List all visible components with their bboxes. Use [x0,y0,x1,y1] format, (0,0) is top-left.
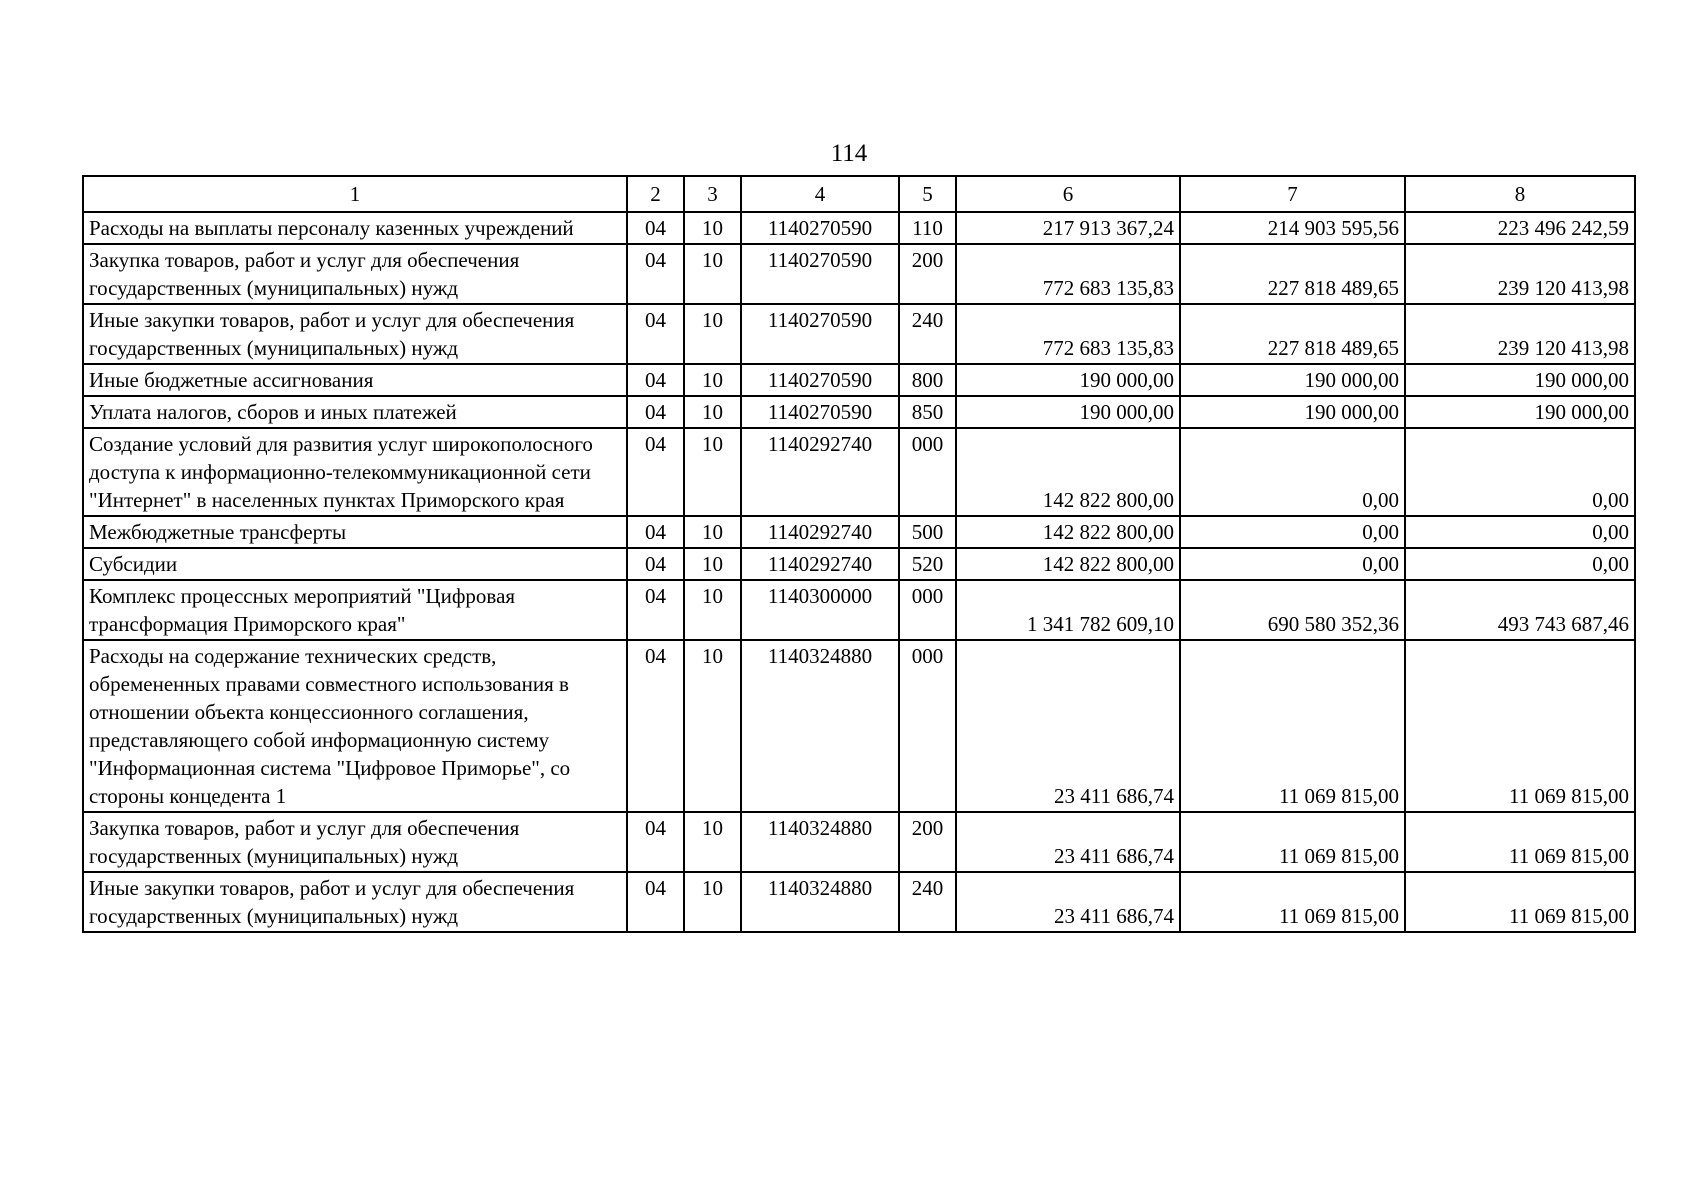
subsection-code: 10 [684,396,741,428]
amount-col-6: 217 913 367,24 [956,212,1180,244]
subsection-code: 10 [684,428,741,516]
target-article-code: 1140270590 [741,212,899,244]
amount-col-7: 11 069 815,00 [1180,872,1405,932]
table-row [83,304,1635,364]
table-body [83,212,1635,932]
expense-type-code: 850 [899,396,956,428]
target-article-code: 1140270590 [741,244,899,304]
section-code: 04 [627,812,684,872]
subsection-code: 10 [684,244,741,304]
amount-col-7: 0,00 [1180,516,1405,548]
amount-col-6: 190 000,00 [956,364,1180,396]
row-name: Закупка товаров, работ и услуг для обеспечения государственных (муниципальных) нужд [83,812,627,872]
subsection-code: 10 [684,812,741,872]
amount-col-8: 11 069 815,00 [1405,872,1635,932]
expense-type-code: 000 [899,428,956,516]
row-name: Создание условий для развития услуг широкополосного доступа к информационно-телекоммуникационной сети "Интернет" в населенных пунктах Приморского края [83,428,627,516]
amount-col-8: 239 120 413,98 [1405,244,1635,304]
row-name: Расходы на выплаты персоналу казенных учреждений [83,212,627,244]
subsection-code: 10 [684,872,741,932]
amount-col-7: 190 000,00 [1180,396,1405,428]
amount-col-6: 142 822 800,00 [956,428,1180,516]
subsection-code: 10 [684,640,741,812]
header-col-8: 8 [1405,176,1635,212]
row-name: Расходы на содержание технических средств, обремененных правами совместного использования в отношении объекта концессионного соглашения, представляющего собой информационную систему "Информационная система "Цифровое Приморье", со стороны концедента 1 [83,640,627,812]
table-row [83,580,1635,640]
target-article-code: 1140270590 [741,364,899,396]
subsection-code: 10 [684,304,741,364]
row-name: Закупка товаров, работ и услуг для обеспечения государственных (муниципальных) нужд [83,244,627,304]
amount-col-6: 190 000,00 [956,396,1180,428]
page-number: 114 [830,140,868,167]
budget-table [82,175,1636,933]
section-code: 04 [627,396,684,428]
amount-col-6: 772 683 135,83 [956,244,1180,304]
expense-type-code: 200 [899,812,956,872]
expense-type-code: 800 [899,364,956,396]
header-col-3: 3 [684,176,741,212]
section-code: 04 [627,428,684,516]
row-name: Иные закупки товаров, работ и услуг для обеспечения государственных (муниципальных) нужд [83,304,627,364]
header-col-1: 1 [83,176,627,212]
row-name: Уплата налогов, сборов и иных платежей [83,396,627,428]
subsection-code: 10 [684,516,741,548]
table-row [83,428,1635,516]
amount-col-7: 0,00 [1180,428,1405,516]
amount-col-8: 11 069 815,00 [1405,640,1635,812]
amount-col-8: 223 496 242,59 [1405,212,1635,244]
target-article-code: 1140324880 [741,640,899,812]
row-name: Иные закупки товаров, работ и услуг для обеспечения государственных (муниципальных) нужд [83,872,627,932]
table-row [83,640,1635,812]
table-row [83,244,1635,304]
table-row [83,812,1635,872]
amount-col-6: 23 411 686,74 [956,640,1180,812]
expense-type-code: 000 [899,640,956,812]
target-article-code: 1140300000 [741,580,899,640]
section-code: 04 [627,872,684,932]
row-name: Субсидии [83,548,627,580]
row-name: Межбюджетные трансферты [83,516,627,548]
target-article-code: 1140292740 [741,516,899,548]
table-row [83,548,1635,580]
expense-type-code: 110 [899,212,956,244]
section-code: 04 [627,244,684,304]
amount-col-8: 0,00 [1405,516,1635,548]
target-article-code: 1140324880 [741,812,899,872]
expense-type-code: 500 [899,516,956,548]
subsection-code: 10 [684,212,741,244]
row-name: Иные бюджетные ассигнования [83,364,627,396]
section-code: 04 [627,548,684,580]
header-col-6: 6 [956,176,1180,212]
amount-col-7: 190 000,00 [1180,364,1405,396]
amount-col-7: 690 580 352,36 [1180,580,1405,640]
amount-col-8: 190 000,00 [1405,364,1635,396]
amount-col-7: 227 818 489,65 [1180,244,1405,304]
amount-col-6: 1 341 782 609,10 [956,580,1180,640]
amount-col-8: 11 069 815,00 [1405,812,1635,872]
section-code: 04 [627,364,684,396]
amount-col-8: 190 000,00 [1405,396,1635,428]
target-article-code: 1140270590 [741,396,899,428]
section-code: 04 [627,304,684,364]
amount-col-8: 0,00 [1405,428,1635,516]
amount-col-6: 23 411 686,74 [956,872,1180,932]
amount-col-7: 11 069 815,00 [1180,640,1405,812]
expense-type-code: 200 [899,244,956,304]
subsection-code: 10 [684,580,741,640]
header-col-2: 2 [627,176,684,212]
target-article-code: 1140292740 [741,428,899,516]
amount-col-8: 493 743 687,46 [1405,580,1635,640]
table-row [83,516,1635,548]
amount-col-7: 0,00 [1180,548,1405,580]
expense-type-code: 240 [899,304,956,364]
header-col-4: 4 [741,176,899,212]
table-row [83,872,1635,932]
section-code: 04 [627,640,684,812]
amount-col-6: 23 411 686,74 [956,812,1180,872]
target-article-code: 1140292740 [741,548,899,580]
amount-col-7: 227 818 489,65 [1180,304,1405,364]
table-row [83,212,1635,244]
target-article-code: 1140324880 [741,872,899,932]
row-name: Комплекс процессных мероприятий "Цифровая трансформация Приморского края" [83,580,627,640]
header-col-5: 5 [899,176,956,212]
header-row [83,176,1635,212]
subsection-code: 10 [684,548,741,580]
expense-type-code: 240 [899,872,956,932]
amount-col-8: 0,00 [1405,548,1635,580]
table-row [83,396,1635,428]
table-row [83,364,1635,396]
amount-col-8: 239 120 413,98 [1405,304,1635,364]
subsection-code: 10 [684,364,741,396]
amount-col-6: 772 683 135,83 [956,304,1180,364]
amount-col-7: 11 069 815,00 [1180,812,1405,872]
header-col-7: 7 [1180,176,1405,212]
section-code: 04 [627,516,684,548]
expense-type-code: 520 [899,548,956,580]
section-code: 04 [627,212,684,244]
amount-col-6: 142 822 800,00 [956,516,1180,548]
expense-type-code: 000 [899,580,956,640]
amount-col-7: 214 903 595,56 [1180,212,1405,244]
section-code: 04 [627,580,684,640]
target-article-code: 1140270590 [741,304,899,364]
amount-col-6: 142 822 800,00 [956,548,1180,580]
